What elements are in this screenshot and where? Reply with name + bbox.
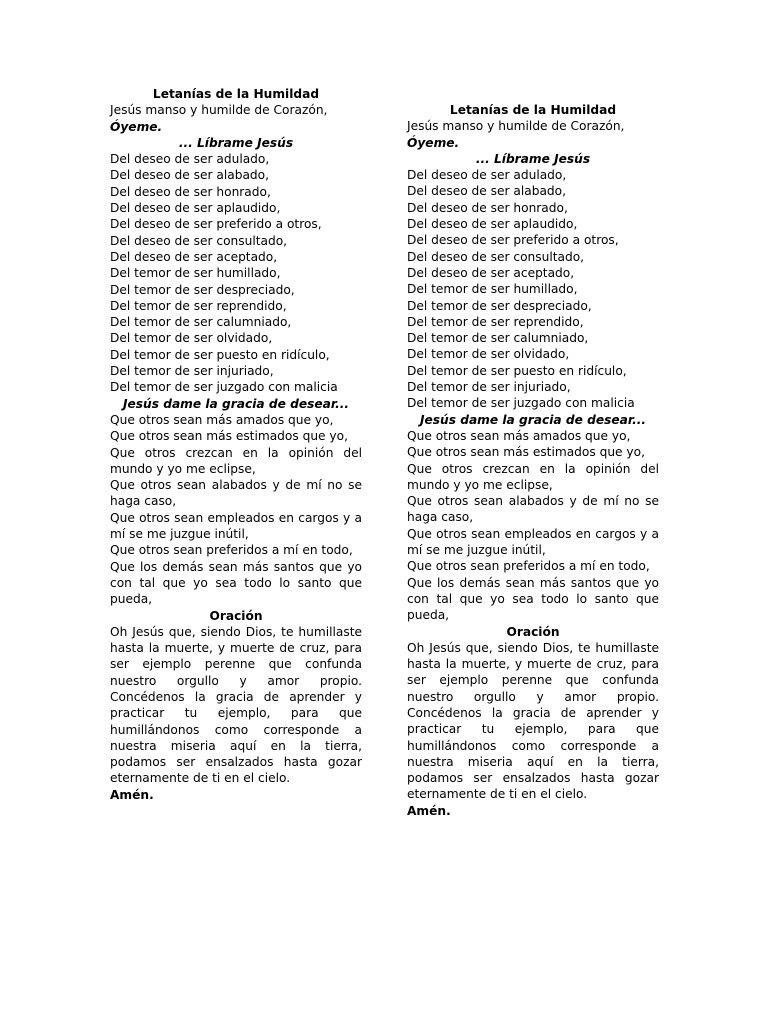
grace-line: Que los demás sean más santos que yo con tal que yo sea todo lo santo que pueda, xyxy=(110,559,362,607)
opening-response: Óyeme. xyxy=(110,119,163,134)
refrain-deliver: ... Líbrame Jesús xyxy=(178,135,294,150)
prayer-text: Oh Jesús que, siendo Dios, te humillaste hasta la muerte, y muerte de cruz, para ser ejemplo perenne que confunda nuestro orgullo y amor propio. Concédenos la gracia de aprender y practicar tu ejemplo, para que humillándonos como corresponde a nuestra miseria aquí en la tierra, podamos ser ensalzados hasta gozar eternamente de ti en el cielo. xyxy=(407,640,659,802)
prayer-text: Oh Jesús que, siendo Dios, te humillaste hasta la muerte, y muerte de cruz, para ser ejemplo perenne que confunda nuestro orgullo y amor propio. Concédenos la gracia de aprender y practicar tu ejemplo, para que humillándonos como corresponde a nuestra miseria aquí en la tierra, podamos ser ensalzados hasta gozar eternamente de ti en el cielo. xyxy=(110,624,362,786)
deliver-line: Del deseo de ser preferido a otros, xyxy=(407,233,619,248)
litany-title: Letanías de la Humildad xyxy=(449,103,617,117)
grace-line: Que otros crezcan en la opinión del mundo y yo me eclipse, xyxy=(407,461,659,492)
grace-line: Que otros sean más amados que yo, xyxy=(407,428,631,443)
litany-column-left xyxy=(110,86,362,803)
grace-line: Que otros crezcan en la opinión del mundo y yo me eclipse, xyxy=(110,445,362,476)
deliver-line: Del temor de ser injuriado, xyxy=(407,380,571,395)
grace-line: Que otros sean más estimados que yo, xyxy=(407,445,645,460)
amen: Amén. xyxy=(407,803,451,818)
deliver-line: Del temor de ser injuriado, xyxy=(110,364,274,379)
deliver-line: Del temor de ser despreciado, xyxy=(407,298,592,313)
deliver-line: Del temor de ser juzgado con malicia xyxy=(110,380,338,395)
deliver-line: Del temor de ser despreciado, xyxy=(110,282,295,297)
deliver-line: Del deseo de ser honrado, xyxy=(110,184,271,199)
deliver-line: Del deseo de ser consultado, xyxy=(110,233,288,248)
deliver-line: Del deseo de ser adulado, xyxy=(110,152,270,167)
deliver-line: Del temor de ser calumniado, xyxy=(110,315,292,330)
deliver-line: Del temor de ser reprendido, xyxy=(110,298,287,313)
deliver-line: Del deseo de ser alabado, xyxy=(407,184,566,199)
deliver-line: Del deseo de ser aceptado, xyxy=(110,249,278,264)
deliver-line: Del temor de ser olvidado, xyxy=(407,347,570,362)
deliver-line: Del deseo de ser preferido a otros, xyxy=(110,217,322,232)
litany-column-right xyxy=(407,102,659,819)
grace-line: Que otros sean preferidos a mí en todo, xyxy=(407,559,650,574)
deliver-line: Del deseo de ser aceptado, xyxy=(407,265,575,280)
deliver-line: Del temor de ser juzgado con malicia xyxy=(407,396,635,411)
deliver-line: Del temor de ser puesto en ridículo, xyxy=(407,363,627,378)
prayer-title: Oración xyxy=(209,608,263,623)
deliver-line: Del deseo de ser aplaudido, xyxy=(407,217,578,232)
deliver-line: Del deseo de ser consultado, xyxy=(407,249,585,264)
deliver-line: Del temor de ser calumniado, xyxy=(407,331,589,346)
deliver-line: Del deseo de ser adulado, xyxy=(407,168,567,183)
prayer-title: Oración xyxy=(506,624,560,639)
grace-line: Que otros sean preferidos a mí en todo, xyxy=(110,543,353,558)
grace-line: Que otros sean alabados y de mí no se haga caso, xyxy=(407,494,659,525)
grace-line: Que otros sean empleados en cargos y a mí se me juzgue inútil, xyxy=(407,526,659,558)
opening-invocation: Jesús manso y humilde de Corazón, xyxy=(407,119,625,134)
refrain-grace: Jesús dame la gracia de desear... xyxy=(123,396,349,411)
refrain-grace: Jesús dame la gracia de desear... xyxy=(420,412,646,427)
amen: Amén. xyxy=(110,787,154,802)
opening-invocation: Jesús manso y humilde de Corazón, xyxy=(110,103,328,118)
grace-line: Que los demás sean más santos que yo con tal que yo sea todo lo santo que pueda, xyxy=(407,575,659,623)
deliver-line: Del deseo de ser alabado, xyxy=(110,168,269,183)
deliver-line: Del temor de ser puesto en ridículo, xyxy=(110,347,330,362)
deliver-line: Del deseo de ser honrado, xyxy=(407,200,568,215)
refrain-deliver: ... Líbrame Jesús xyxy=(475,151,591,166)
grace-line: Que otros sean más estimados que yo, xyxy=(110,429,348,444)
deliver-line: Del temor de ser reprendido, xyxy=(407,314,584,329)
grace-line: Que otros sean más amados que yo, xyxy=(110,412,334,427)
deliver-line: Del temor de ser olvidado, xyxy=(110,331,273,346)
litany-title: Letanías de la Humildad xyxy=(152,87,320,101)
grace-line: Que otros sean empleados en cargos y a mí se me juzgue inútil, xyxy=(110,510,362,542)
opening-response: Óyeme. xyxy=(407,135,460,150)
deliver-line: Del temor de ser humillado, xyxy=(110,266,281,281)
grace-line: Que otros sean alabados y de mí no se haga caso, xyxy=(110,478,362,509)
deliver-line: Del temor de ser humillado, xyxy=(407,282,578,297)
deliver-line: Del deseo de ser aplaudido, xyxy=(110,201,281,216)
